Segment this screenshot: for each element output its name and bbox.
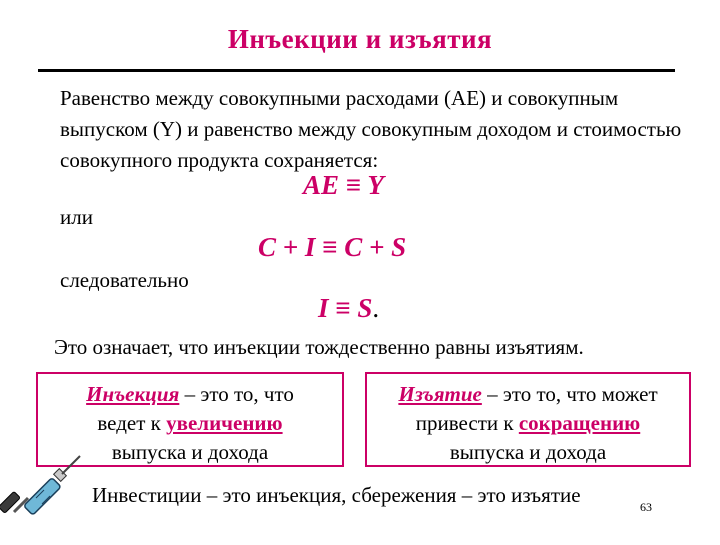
withdrawal-line-2-prefix: привести к [415, 411, 519, 435]
formula-i-s-period: . [372, 293, 380, 323]
statement: Это означает, что инъекции тождественно равны изъятиям. [54, 335, 584, 359]
injection-line-2 [38, 409, 342, 438]
withdrawal-highlight: сокращению [518, 411, 641, 435]
injection-line-3: выпуска и дохода [111, 440, 269, 464]
withdrawal-line-1 [367, 380, 689, 409]
formula-ae-y: AE ≡ Y [303, 170, 384, 200]
withdrawal-line-3: выпуска и дохода [449, 440, 607, 464]
bottom-text: Инвестиции – это инъекция, сбережения – это изъятие [92, 483, 581, 507]
withdrawal-definition-box [365, 372, 691, 467]
syringe-icon [0, 450, 90, 540]
formula-i-s-expression: I ≡ S [318, 293, 373, 323]
injection-line-1 [38, 380, 342, 409]
word-therefore: следовательно [60, 268, 189, 292]
withdrawal-term: Изъятие [398, 382, 482, 406]
page-title: Инъекции и изъятия [227, 24, 493, 54]
formula-c-i-s: C + I ≡ C + S [258, 232, 407, 262]
page-number: 63 [640, 500, 652, 514]
word-or: или [60, 205, 93, 229]
withdrawal-line-2 [367, 409, 689, 438]
title-divider [38, 69, 675, 72]
injection-line-1-text: – это то, что [179, 382, 294, 406]
intro-paragraph: Равенство между совокупными расходами (AE) и совокупным выпуском (Y) и равенство между совокупным доходом и стоимостью совокупного продукта сохраняется: [60, 86, 682, 172]
injection-term: Инъекция [86, 382, 180, 406]
formula-i-s [318, 293, 379, 324]
injection-line-2-prefix: ведет к [97, 411, 167, 435]
injection-highlight: увеличению [166, 411, 283, 435]
withdrawal-line-1-text: – это то, что может [481, 382, 658, 406]
